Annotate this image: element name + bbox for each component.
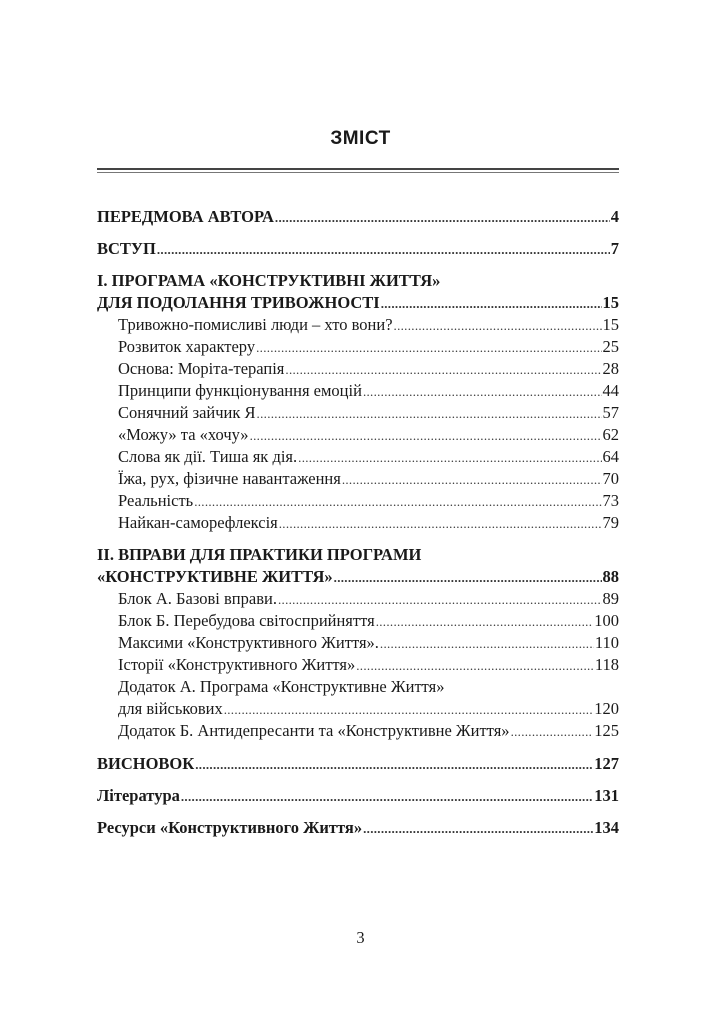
page-number: 3 <box>356 928 365 947</box>
dot-leader <box>194 491 601 513</box>
toc-entry-page: 4 <box>610 207 619 226</box>
dot-leader <box>257 403 602 425</box>
dot-leader <box>334 567 602 589</box>
toc-item[interactable]: Слова як дії. Тиша як дія. ..... 64 <box>97 446 619 468</box>
dot-leader <box>376 611 594 633</box>
dot-leader <box>256 337 601 359</box>
dot-leader <box>363 818 593 840</box>
page-title: ЗМІСТ <box>330 128 391 149</box>
toc-part2-heading[interactable]: ІІ. ВПРАВИ ДЛЯ ПРАКТИКИ ПРОГРАМИ <box>97 545 422 564</box>
toc-entry-literature[interactable] <box>97 785 619 807</box>
dot-leader <box>381 293 602 315</box>
dot-leader <box>275 207 610 229</box>
toc-item-appendix-b[interactable]: Додаток Б. Антидепресанти та «Конструктивне Життя» ..... 125 <box>97 720 619 742</box>
toc-item[interactable]: Їжа, рух, фізичне навантаження ..... 70 <box>97 468 619 490</box>
toc-entry-label: Ресурси «Конструктивного Життя» <box>97 818 363 837</box>
toc-item[interactable]: Принципи функціонування емоцій ..... 44 <box>97 380 619 402</box>
toc-entry-label: «КОНСТРУКТИВНЕ ЖИТТЯ» <box>97 567 333 586</box>
toc-entry-label: ДЛЯ ПОДОЛАННЯ ТРИВОЖНОСТІ <box>97 293 380 312</box>
dot-leader <box>380 633 594 655</box>
toc-item[interactable]: Максими «Конструктивного Життя». ..... 110 <box>97 632 619 654</box>
table-of-contents <box>97 206 619 839</box>
toc-item[interactable]: Основа: Моріта-терапія ..... 28 <box>97 358 619 380</box>
toc-entry-label: ВСТУП <box>97 239 156 258</box>
toc-item[interactable]: Тривожно-помисливі люди – хто вони? ..... 15 <box>97 314 619 336</box>
dot-leader <box>279 513 602 535</box>
dot-leader <box>157 239 610 261</box>
toc-part1-heading[interactable]: І. ПРОГРАМА «КОНСТРУКТИВНІ ЖИТТЯ» <box>97 271 441 290</box>
toc-item[interactable]: Сонячний зайчик Я ..... 57 <box>97 402 619 424</box>
toc-item[interactable]: Історії «Конструктивного Життя» ..... 118 <box>97 654 619 676</box>
toc-entry-foreword[interactable] <box>97 206 619 228</box>
dot-leader <box>342 469 602 491</box>
dot-leader <box>250 425 602 447</box>
title-divider <box>97 168 619 170</box>
dot-leader <box>224 699 594 721</box>
toc-item-appendix-a-line1[interactable]: Додаток А. Програма «Конструктивне Життя» <box>118 677 445 696</box>
toc-item-appendix-a[interactable]: для військових ..... 120 <box>97 698 619 720</box>
title-divider-thin <box>97 172 619 173</box>
toc-entry-conclusion[interactable] <box>97 753 619 775</box>
toc-entry-part2[interactable] <box>97 566 619 588</box>
toc-entry-resources[interactable] <box>97 817 619 839</box>
toc-entry-page: 131 <box>594 786 619 805</box>
toc-entry-page: 15 <box>602 293 619 312</box>
toc-entry-page: 127 <box>594 754 619 773</box>
toc-item[interactable]: Блок А. Базові вправи. ..... 89 <box>97 588 619 610</box>
toc-entry-page: 88 <box>602 567 619 586</box>
toc-entry-intro[interactable] <box>97 238 619 260</box>
toc-entry-page: 7 <box>610 239 619 258</box>
dot-leader <box>181 786 593 808</box>
toc-item[interactable]: Блок Б. Перебудова світосприйняття ..... 100 <box>97 610 619 632</box>
dot-leader <box>285 359 601 381</box>
toc-item[interactable]: Реальність ..... 73 <box>97 490 619 512</box>
dot-leader <box>278 589 602 611</box>
dot-leader <box>363 381 602 403</box>
toc-item[interactable]: Найкан-саморефлексія ..... 79 <box>97 512 619 534</box>
toc-entry-part1[interactable] <box>97 292 619 314</box>
dot-leader <box>356 655 594 677</box>
dot-leader <box>298 447 601 469</box>
toc-entry-label: ПЕРЕДМОВА АВТОРА <box>97 207 274 226</box>
toc-entry-page: 134 <box>594 818 619 837</box>
dot-leader <box>511 721 594 743</box>
toc-item[interactable]: Розвиток характеру ..... 25 <box>97 336 619 358</box>
toc-entry-label: Література <box>97 786 180 805</box>
toc-item[interactable]: «Можу» та «хочу» ..... 62 <box>97 424 619 446</box>
dot-leader <box>195 754 593 776</box>
dot-leader <box>394 315 602 337</box>
toc-entry-label: ВИСНОВОК <box>97 754 195 773</box>
